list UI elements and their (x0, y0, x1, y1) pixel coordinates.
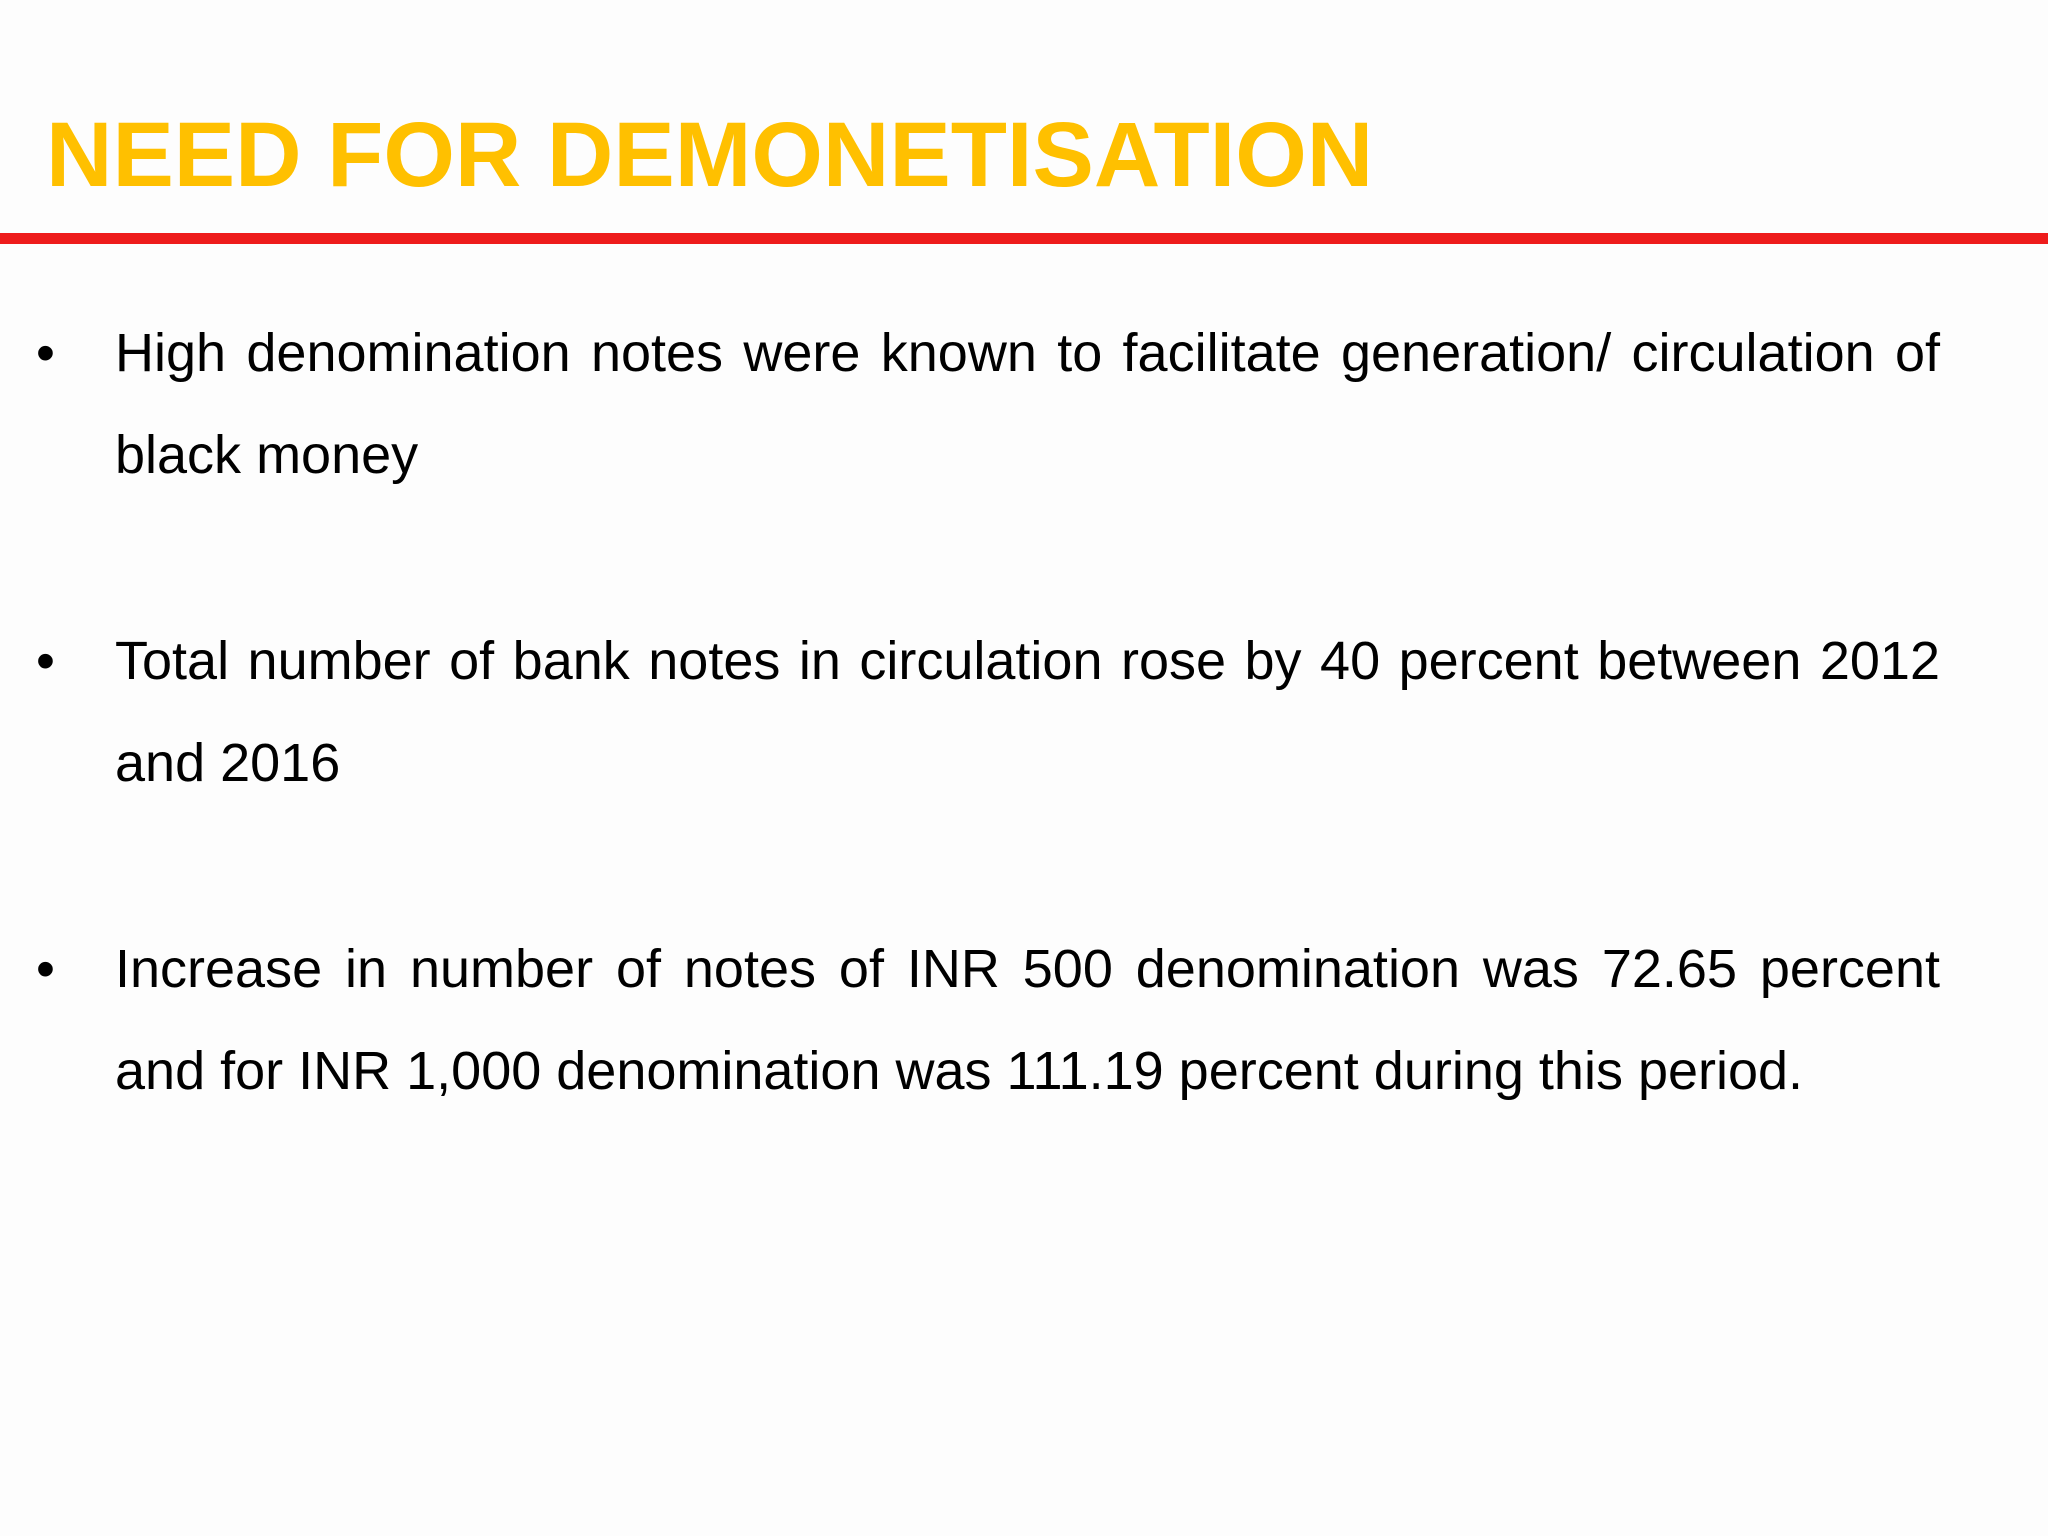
bullet-text: Increase in number of notes of INR 500 denomination was 72.65 percent and for INR 1,000 denomination was 111.19 percent during this period. (115, 939, 1940, 1101)
bullet-marker: • (36, 939, 55, 999)
bullet-text: Total number of bank notes in circulation rose by 40 percent between 2012 and 2016 (115, 631, 1940, 793)
bullet-marker: • (36, 323, 55, 383)
bullet-marker: • (36, 631, 55, 691)
title-divider (0, 233, 2048, 244)
bullet-text: High denomination notes were known to facilitate generation/ circulation of black money (115, 323, 1940, 485)
slide-title: NEED FOR DEMONETISATION (46, 104, 1374, 206)
